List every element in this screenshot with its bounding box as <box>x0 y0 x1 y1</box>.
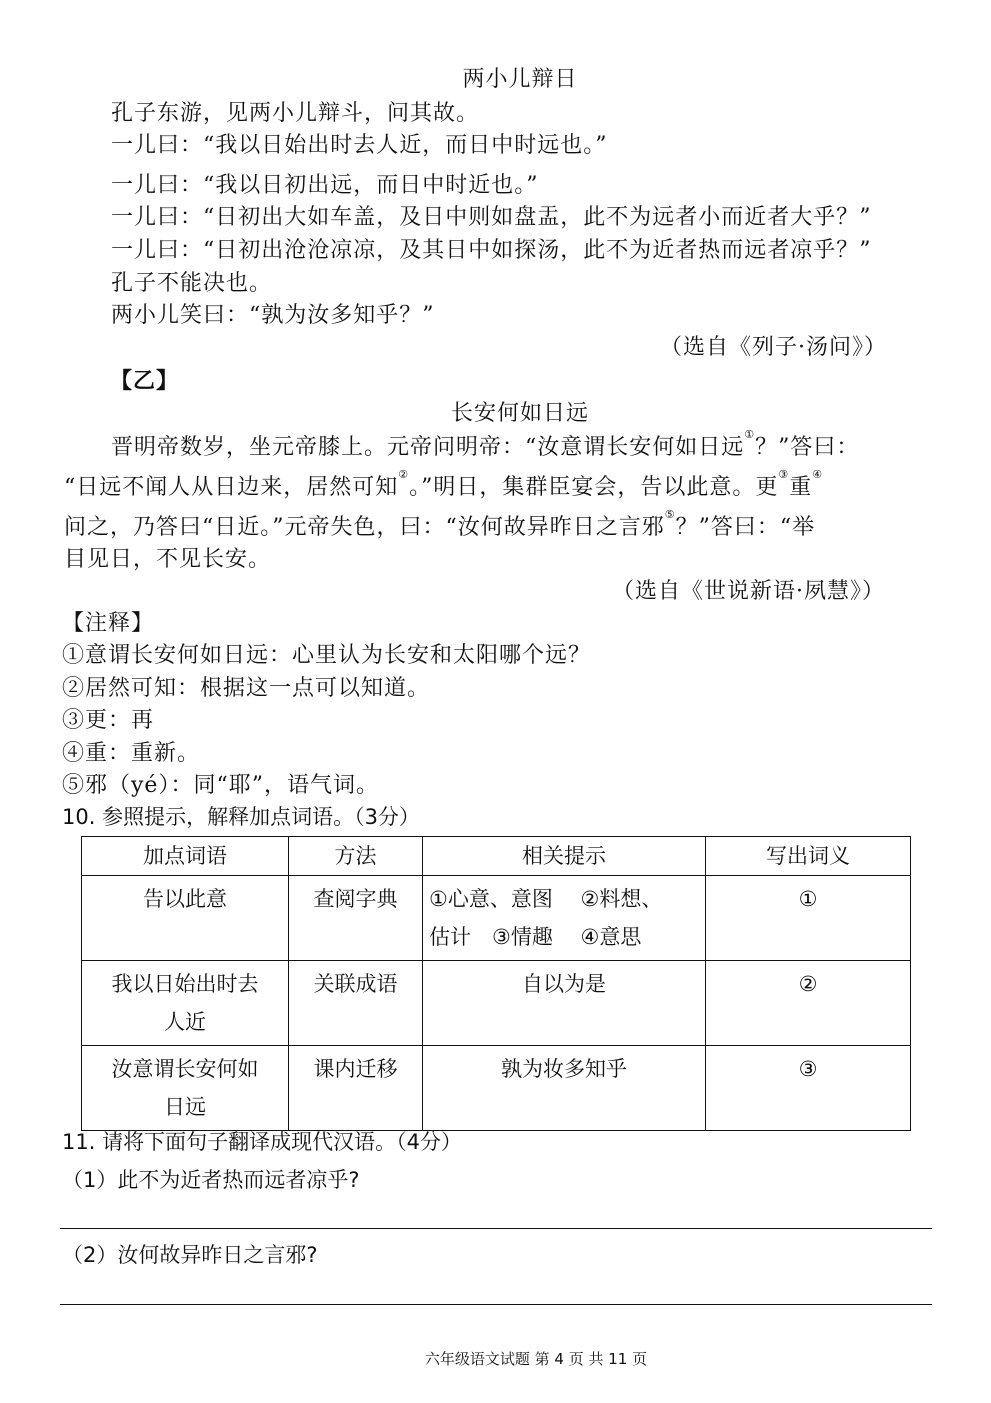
passage-b-line: 问之，乃答曰“日近。”元帝失色，曰：“汝何故异昨日之言邪⑤？”答曰：“举 <box>64 508 816 540</box>
passage-a-line: 一儿曰：“我以日始出时去人近，而日中时远也。” <box>111 133 608 158</box>
answer-cell[interactable]: ② <box>706 961 911 1046</box>
answer-line[interactable] <box>60 1304 932 1305</box>
answer-cell[interactable]: ③ <box>706 1046 911 1131</box>
hint-cell: 孰为妆多知乎 <box>423 1046 706 1131</box>
note-item: ④重：重新。 <box>62 741 201 766</box>
passage-a-line: 孔子不能决也。 <box>111 271 273 296</box>
passage-b-line: “日远不闻人从日边来，居然可知②。”明日，集群臣宴会，告以此意。更③重④ <box>64 468 824 500</box>
question-11-sub1: （1）此不为近者热而远者凉乎? <box>62 1168 360 1192</box>
method-cell: 课内迁移 <box>289 1046 423 1131</box>
table-row <box>82 961 911 1046</box>
passage-a-source: （选自《列子·汤问》） <box>660 335 887 360</box>
dotted-word-cell: 汝意谓长安何如 日远 <box>82 1046 289 1131</box>
dotted-word-cell: 告以此意 <box>82 876 289 961</box>
passage-a-line: 一儿曰：“日初出沧沧凉凉，及其日中如探汤，此不为近者热而远者凉乎？” <box>111 238 872 263</box>
passage-b-line: 目见日，不见长安。 <box>64 547 272 572</box>
table-header: 相关提示 <box>423 837 706 876</box>
passage-b-line: 晋明帝数岁，坐元帝膝上。元帝问明帝：“汝意谓长安何如日远①？”答曰： <box>111 428 860 460</box>
answer-cell[interactable]: ① <box>706 876 911 961</box>
note-mark: ① <box>744 428 756 441</box>
note-item: ⑤邪（yé）：同“耶”，语气词。 <box>62 773 379 798</box>
notes-heading: 【注释】 <box>62 611 155 636</box>
passage-b-label: 【乙】 <box>110 368 180 394</box>
answer-line[interactable] <box>60 1228 932 1229</box>
hint-cell: ①心意、意图 ②料想、 估计 ③情趣 ④意思 <box>423 876 706 961</box>
vocab-table <box>81 836 911 1131</box>
passage-a-line: 孔子东游，见两小儿辩斗，问其故。 <box>111 101 480 126</box>
table-header-row <box>82 837 911 876</box>
passage-b-source: （选自《世说新语·夙慧》） <box>612 579 885 604</box>
table-row <box>82 1046 911 1131</box>
passage-a-line: 一儿曰：“日初出大如车盖，及日中则如盘盂，此不为远者小而近者大乎？” <box>111 205 872 230</box>
question-10-prompt: 10. 参照提示，解释加点词语。（3分） <box>62 805 420 829</box>
hint-cell: 自以为是 <box>423 961 706 1046</box>
note-item: ①意谓长安何如日远：心里认为长安和太阳哪个远？ <box>62 643 592 668</box>
note-mark: ③ <box>778 468 790 481</box>
table-header: 写出词义 <box>706 837 911 876</box>
table-header: 加点词语 <box>82 837 289 876</box>
table-row <box>82 876 911 961</box>
method-cell: 关联成语 <box>289 961 423 1046</box>
note-mark: ④ <box>812 468 824 481</box>
dotted-word-cell: 我以日始出时去 人近 <box>82 961 289 1046</box>
note-mark: ⑤ <box>664 508 676 521</box>
question-11-sub2: （2）汝何故异昨日之言邪? <box>62 1243 318 1267</box>
passage-a-line: 一儿曰：“我以日初出远，而日中时近也。” <box>111 173 539 198</box>
method-cell: 查阅字典 <box>289 876 423 961</box>
passage-a-line: 两小儿笑曰：“孰为汝多知乎？” <box>111 303 435 328</box>
note-item: ②居然可知：根据这一点可以知道。 <box>62 676 431 701</box>
passage-b-title: 长安何如日远 <box>450 401 589 426</box>
note-item: ③更：再 <box>62 708 155 733</box>
page-footer: 六年级语文试题 第 4 页 共 11 页 <box>424 1350 648 1368</box>
passage-a-title: 两小儿辩日 <box>462 67 578 92</box>
note-mark: ② <box>398 468 410 481</box>
table-header: 方法 <box>289 837 423 876</box>
question-11-prompt: 11. 请将下面句子翻译成现代汉语。（4分） <box>62 1130 462 1154</box>
